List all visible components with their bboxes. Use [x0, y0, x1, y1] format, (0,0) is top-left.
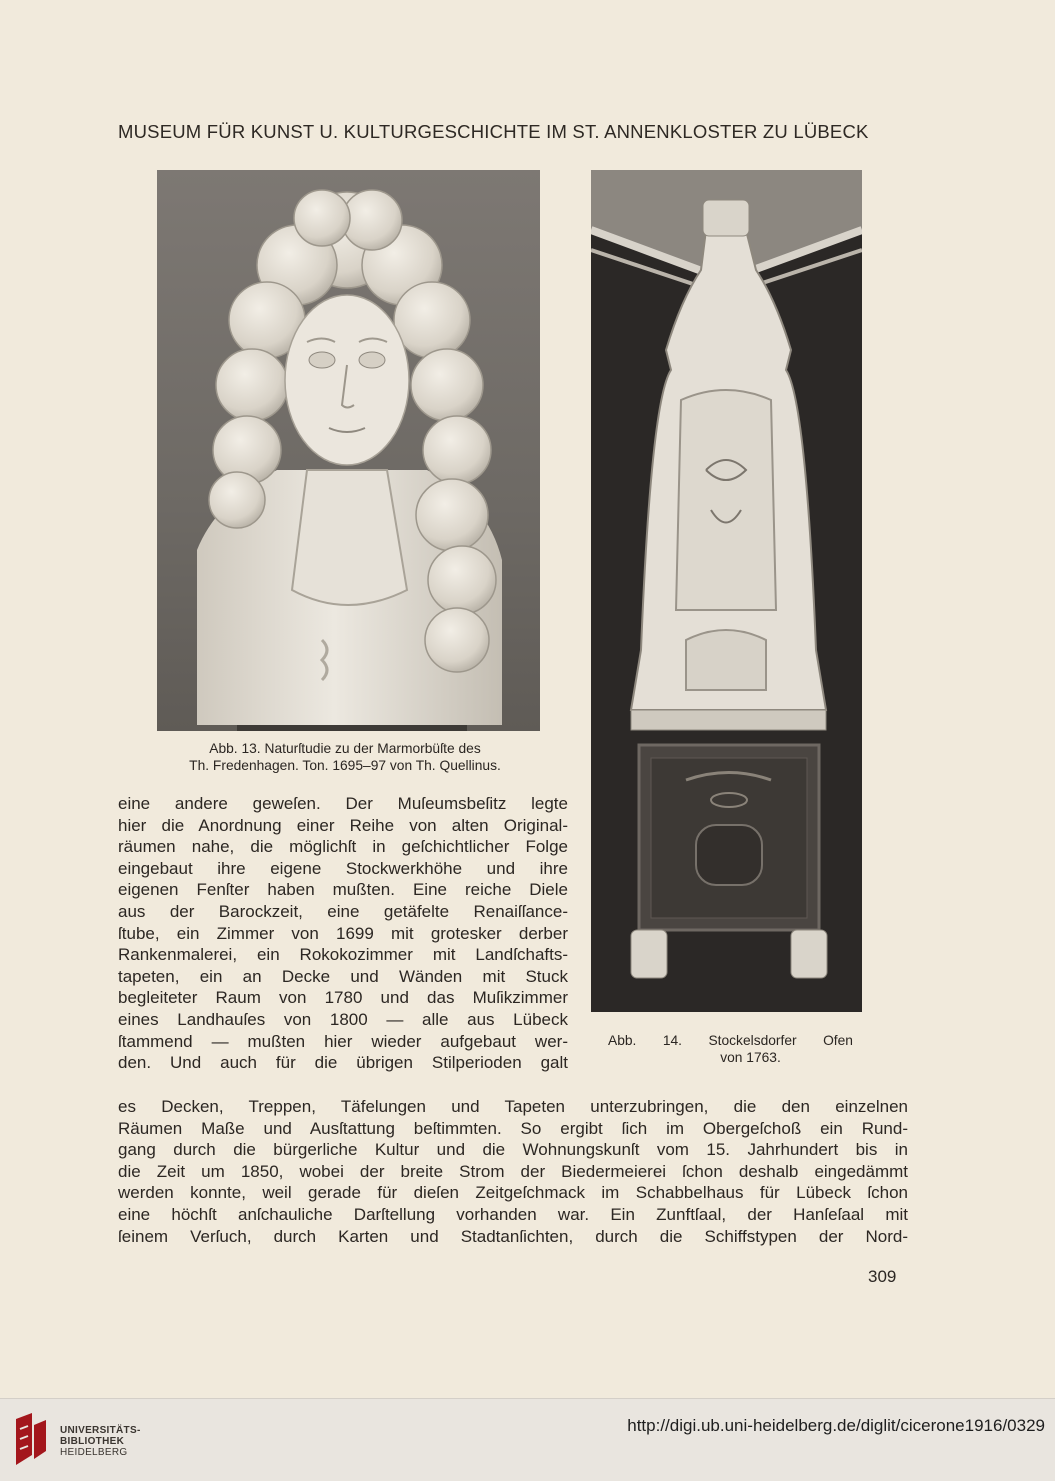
caption-14-line-1: Abb. 14. Stockelsdorfer Ofen [608, 1033, 853, 1048]
body-text-full-width [118, 1096, 908, 1247]
text-line: eine andere geweſen. Der Muſeumsbeſitz legte [118, 794, 568, 813]
library-name-line-2: BIBLIOTHEK [60, 1436, 125, 1447]
figure-13-caption [150, 740, 540, 774]
text-line: werden konnte, weil gerade für dieſen Zeitgeſchmack im Schabbelhaus für Lübeck ſchon [118, 1183, 908, 1203]
text-line: die Zeit um 1850, wobei der breite Strom der Biedermeierei ſchon deshalb eingedämmt [118, 1161, 908, 1181]
running-head: MUSEUM FÜR KUNST U. KULTURGESCHICHTE IM ST. ANNENKLOSTER ZU LÜBECK [118, 121, 869, 142]
text-line: räumen nahe, die möglichſt in geſchichtlicher Folge [118, 837, 568, 857]
bust-photograph [157, 170, 540, 731]
text-line: ſtube, ein Zimmer von 1699 mit grotesker derber [118, 923, 568, 943]
permalink-url[interactable]: http://digi.ub.uni-heidelberg.de/diglit/cicerone1916/0329 [627, 1416, 1045, 1435]
library-name [60, 1425, 141, 1458]
library-name-line-3: HEIDELBERG [60, 1447, 128, 1458]
stove-photograph [591, 170, 862, 1012]
text-line: es Decken, Treppen, Täfelungen und Tapeten unterzubringen, die den einzelnen [118, 1097, 908, 1116]
text-line: hier die Anordnung einer Reihe von alten Original- [118, 815, 568, 835]
page-number: 309 [868, 1267, 897, 1286]
text-line: Rankenmalerei, ein Rokokozimmer mit Landſchafts- [118, 945, 568, 965]
caption-14-line-2: von 1763. [720, 1050, 781, 1065]
stove-illustration [591, 170, 862, 1012]
text-line: eine höchſt anſchauliche Darſtellung vorhanden war. Ein Zunftſaal, der Hanſeſaal mit [118, 1204, 908, 1224]
text-line: tapeten, ein an Decke und Wänden mit Stuck [118, 966, 568, 986]
text-line: den. Und auch für die übrigen Stilperioden galt [118, 1053, 568, 1073]
text-line: begleiteter Raum von 1780 und das Muſikzimmer [118, 988, 568, 1008]
text-line: eines Landhauſes von 1800 — alle aus Lübeck [118, 1009, 568, 1029]
library-name-line-1: UNIVERSITÄTS- [60, 1425, 141, 1436]
body-text-narrow-column [118, 793, 568, 1074]
text-line: Räumen Maße und Ausſtattung beſtimmten. So ergibt ſich im Obergeſchoß ein Rund- [118, 1118, 908, 1138]
text-line: ſtammend — mußten hier wieder aufgebaut wer- [118, 1031, 568, 1051]
bust-illustration [157, 170, 540, 731]
text-line: eingebaut ihre eigene Stockwerkhöhe und ihre [118, 858, 568, 878]
text-line: aus der Barockzeit, eine getäfelte Renaiſſance- [118, 901, 568, 921]
text-line: ſeinem Verſuch, durch Karten und Stadtanſichten, durch die Schiffstypen der Nord- [118, 1226, 908, 1246]
figure-14-caption [608, 1032, 853, 1066]
text-line: eigenen Fenſter haben mußten. Eine reiche Diele [118, 880, 568, 900]
library-logo-icon [12, 1411, 50, 1469]
text-line: gang durch die bürgerliche Kultur und die Wohnungskunſt vom 15. Jahrhundert bis in [118, 1140, 908, 1160]
library-footer [0, 1398, 1055, 1481]
caption-13-line-2: Th. Fredenhagen. Ton. 1695–97 von Th. Quellinus. [189, 758, 501, 773]
caption-13-line-1: Abb. 13. Naturſtudie zu der Marmorbüſte des [209, 741, 481, 756]
